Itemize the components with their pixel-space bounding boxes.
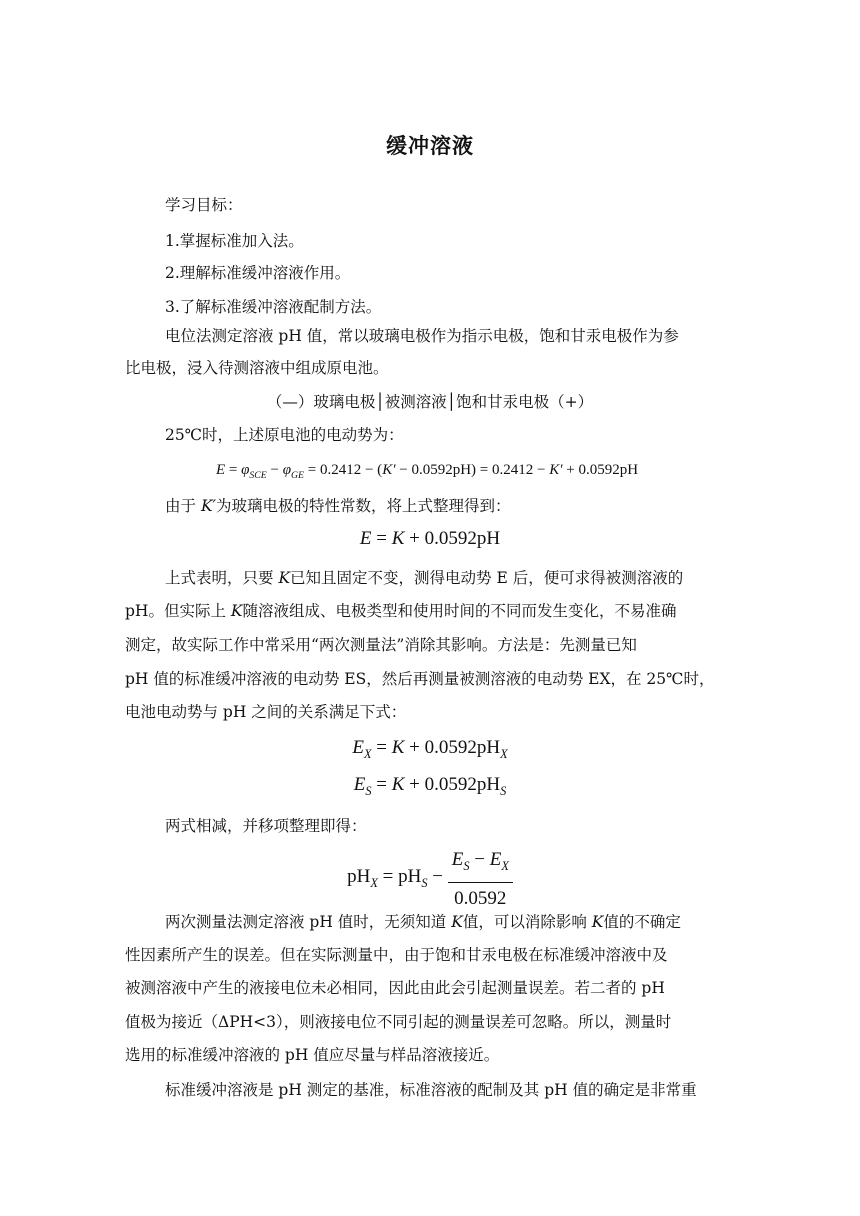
- eq3-sub: X: [363, 746, 372, 761]
- eq5-sub-x: X: [370, 875, 378, 890]
- eq1-e: E: [215, 462, 226, 478]
- page-title: 缓冲溶液: [386, 134, 474, 158]
- eq5-num-minus: −: [469, 849, 490, 870]
- para3-l1a: 两次测量法测定溶液 pH 值时，无须知道: [165, 913, 452, 931]
- para3-line-4: 值极为接近（ΔPH<3），则液接电位不同引起的测量误差可忽略。所以，测量时: [125, 1013, 672, 1031]
- equation-es: [0, 773, 860, 803]
- intro-line-2: 比电极，浸入待测溶液中组成原电池。: [125, 359, 389, 377]
- eq5-num-e2: E: [489, 849, 502, 870]
- eq2-k: K: [391, 528, 405, 549]
- eq3-equals: =: [371, 737, 392, 758]
- para2-line-3: 测定，故实际工作中常采用“两次测量法”消除其影响。方法是：先测量已知: [125, 636, 637, 654]
- eq1-phi-1: φ: [241, 462, 250, 478]
- eq5-num-e1: E: [451, 849, 464, 870]
- note1-suffix: 为玻璃电极的特性常数，将上式整理得到：: [216, 497, 511, 515]
- para3-l1c: 值的不确定: [603, 913, 681, 931]
- equation-phx: [0, 846, 860, 913]
- eq5-ph: pH: [347, 865, 371, 887]
- para3-line-1: [125, 910, 777, 934]
- eq5-equals-ph: = pH: [377, 865, 422, 887]
- eq1-rest-1: = 0.2412 − (: [304, 462, 383, 478]
- note-k-constant: [125, 494, 777, 518]
- eq5-denominator: 0.0592: [454, 887, 507, 909]
- eq5-sub-s: S: [421, 875, 428, 890]
- objectives-heading: 学习目标：: [165, 196, 243, 214]
- para3-line-3: 被测溶液中产生的液接电位未必相同，因此由此会引起测量误差。若二者的 pH: [125, 979, 665, 997]
- eq5-numerator: [448, 846, 513, 883]
- eq2-equals: =: [371, 528, 392, 549]
- eq2-rhs: + 0.0592pH: [404, 528, 501, 549]
- eq1-sub-ge: GE: [291, 470, 305, 481]
- eq5-num-sub-s: S: [463, 858, 470, 873]
- eq5-minus: −: [427, 865, 448, 887]
- para3-line-5: 选用的标准缓冲溶液的 pH 值应尽量与样品溶液接近。: [125, 1046, 500, 1064]
- cell-notation: （—）玻璃电极│被测溶液│饱和甘汞电极（+）: [266, 393, 594, 411]
- equation-emf-full: [0, 458, 857, 488]
- para3-line-2: 性因素所产生的误差。但在实际测量中，由于饱和甘汞电极在标准缓冲溶液中及: [125, 946, 668, 964]
- eq4-equals: =: [371, 774, 392, 795]
- para2-l1a: 上式表明，只要: [165, 569, 279, 587]
- eq3-k: K: [391, 737, 405, 758]
- para3-l1b: 值，可以消除影响: [462, 913, 592, 931]
- eq2-e: E: [359, 528, 372, 549]
- eq1-rest-2: − 0.0592pH) = 0.2412 −: [395, 462, 550, 478]
- para4-line-1: 标准缓冲溶液是 pH 测定的基准，标准溶液的配制及其 pH 值的确定是非常重: [165, 1081, 697, 1099]
- subtract-note: 两式相减，并移项整理即得：: [165, 817, 367, 835]
- eq4-e: E: [353, 774, 366, 795]
- para2-l2-k: K: [230, 602, 243, 620]
- eq4-rhs: + 0.0592pH: [404, 774, 501, 795]
- para2-l1b: 已知且固定不变，测得电动势 E 后，便可求得被测溶液的: [290, 569, 684, 587]
- objective-item-3: 3.了解标准缓冲溶液配制方法。: [165, 298, 382, 316]
- eq1-k-1: K′: [382, 462, 396, 478]
- para2-line-2: [125, 599, 737, 623]
- equation-e-k: [0, 527, 860, 551]
- eq1-phi-2: φ: [282, 462, 292, 478]
- eq5-lhs: [347, 865, 448, 890]
- note1-k: K′: [200, 497, 217, 515]
- eq1-minus: −: [266, 462, 283, 478]
- eq5-num-sub-x: X: [501, 858, 509, 873]
- equation-ex: [0, 736, 860, 766]
- note1-prefix: 由于: [165, 497, 201, 515]
- intro-line-1: 电位法测定溶液 pH 值，常以玻璃电极作为指示电极，饱和甘汞电极作为参: [165, 327, 679, 345]
- emf-intro: 25℃时，上述原电池的电动势为：: [165, 426, 404, 444]
- eq1-k-2: K′: [549, 462, 563, 478]
- eq4-sub-ph: S: [500, 783, 507, 798]
- para3-l1-k: K: [451, 913, 463, 931]
- eq3-sub-ph: X: [500, 746, 508, 761]
- objective-item-1: 1.掌握标准加入法。: [165, 232, 304, 250]
- para2-line-5: 电池电动势与 pH 之间的关系满足下式：: [125, 703, 407, 721]
- para2-line-4: pH 值的标准缓冲溶液的电动势 ES，然后再测量被测溶液的电动势 EX，在 25℃时，: [125, 670, 715, 688]
- eq3-rhs: + 0.0592pH: [404, 737, 501, 758]
- para2-l1-k: K: [278, 569, 291, 587]
- eq1-sub-sce: SCE: [249, 470, 267, 481]
- para3-l1-k2: K: [591, 913, 604, 931]
- eq4-sub: S: [365, 783, 372, 798]
- eq4-k: K: [391, 774, 405, 795]
- eq1-equals: =: [225, 462, 242, 478]
- para2-l2a: pH。但实际上: [125, 602, 231, 620]
- eq1-rest-3: + 0.0592pH: [562, 462, 639, 478]
- para2-line-1: [125, 566, 777, 590]
- para2-l2b: 随溶液组成、电极类型和使用时间的不同而发生变化，不易准确: [242, 602, 677, 620]
- eq5-fraction: [448, 846, 513, 913]
- objective-item-2: 2.理解标准缓冲溶液作用。: [165, 264, 351, 282]
- eq3-e: E: [352, 737, 364, 758]
